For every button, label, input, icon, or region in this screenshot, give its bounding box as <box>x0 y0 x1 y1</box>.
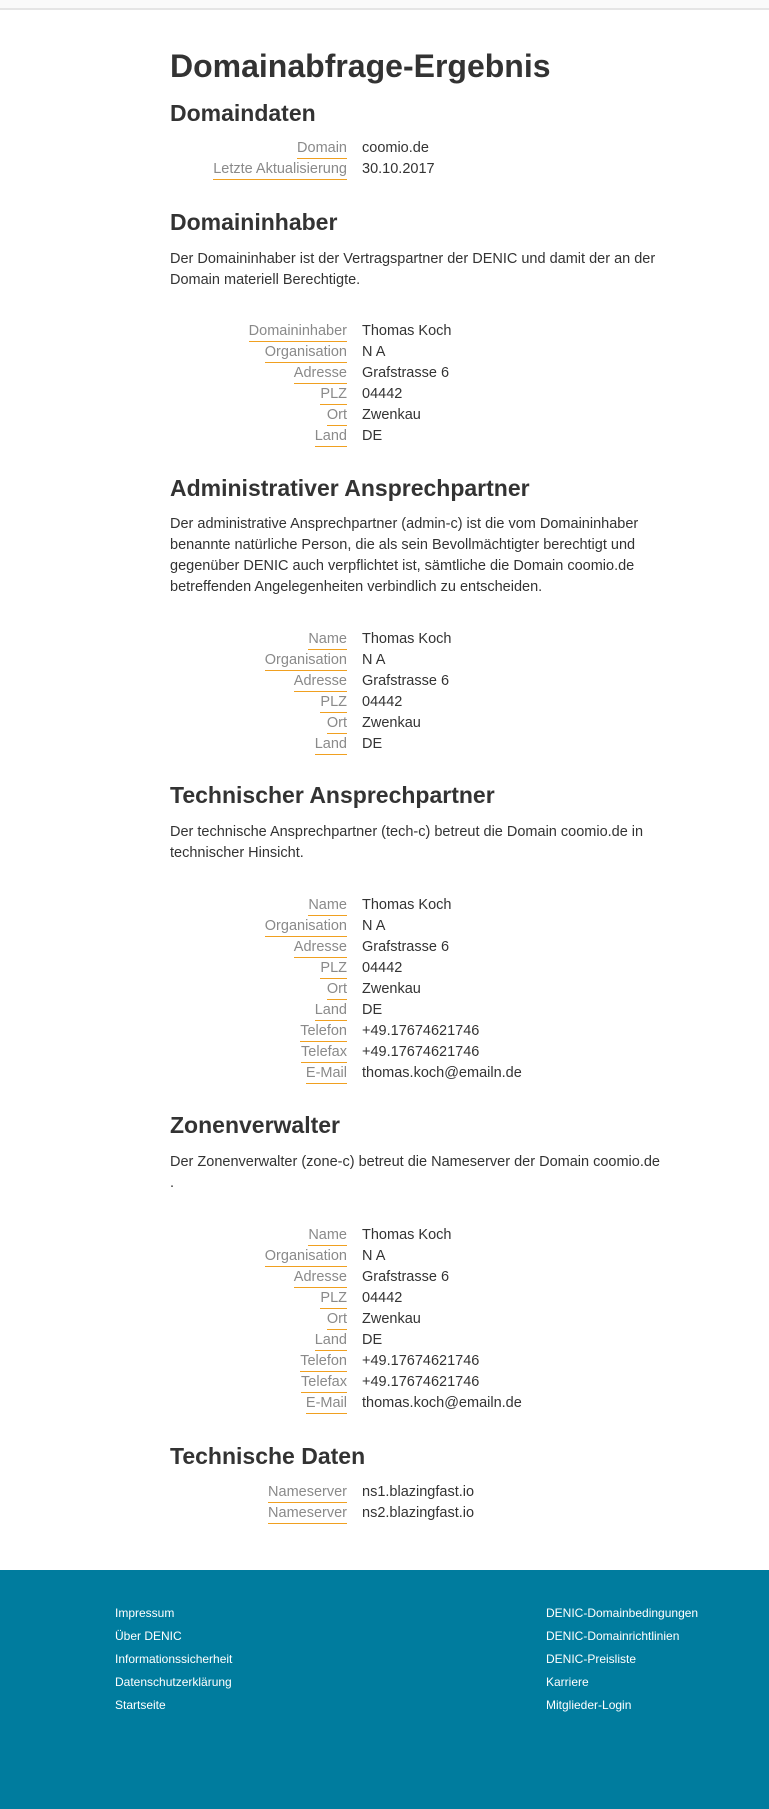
row-value: N A <box>362 1248 386 1264</box>
row-label: Ort <box>327 406 347 426</box>
data-row <box>0 651 769 672</box>
row-value: Zwenkau <box>362 1311 421 1327</box>
row-value: 04442 <box>362 386 403 402</box>
row-label: E-Mail <box>306 1064 347 1084</box>
row-value: Thomas Koch <box>362 1227 452 1243</box>
row-label: Adresse <box>294 1268 347 1288</box>
row-label: Domain <box>297 139 347 159</box>
row-label: Land <box>315 427 347 447</box>
row-value: +49.17674621746 <box>362 1023 480 1039</box>
row-label: Land <box>315 1331 347 1351</box>
row-value: Thomas Koch <box>362 631 452 647</box>
data-row <box>0 630 769 651</box>
row-value: ns1.blazingfast.io <box>362 1484 475 1500</box>
row-label: Land <box>315 735 347 755</box>
footer-link-startseite[interactable]: Startseite <box>115 1698 166 1712</box>
row-value: Grafstrasse 6 <box>362 673 450 689</box>
data-row <box>0 1064 769 1085</box>
data-row <box>0 139 769 160</box>
data-row <box>0 1373 769 1394</box>
footer-link-domainrichtlinien[interactable]: DENIC-Domainrichtlinien <box>546 1629 680 1643</box>
row-value: 04442 <box>362 694 403 710</box>
data-row <box>0 322 769 343</box>
row-label: PLZ <box>320 959 347 979</box>
footer-link-karriere[interactable]: Karriere <box>546 1675 589 1689</box>
page-title: Domainabfrage-Ergebnis <box>170 48 551 84</box>
data-row <box>0 959 769 980</box>
row-value: DE <box>362 428 383 444</box>
data-row <box>0 1001 769 1022</box>
data-row <box>0 980 769 1001</box>
row-value: N A <box>362 344 386 360</box>
footer-link-domainbedingungen[interactable]: DENIC-Domainbedingungen <box>546 1606 699 1620</box>
row-label: Ort <box>327 714 347 734</box>
footer-link-preisliste[interactable]: DENIC-Preisliste <box>546 1652 637 1666</box>
row-value: DE <box>362 736 383 752</box>
data-row <box>0 1289 769 1310</box>
row-label: Letzte Aktualisierung <box>213 160 347 180</box>
footer-link-impressum[interactable]: Impressum <box>115 1606 175 1620</box>
data-row <box>0 917 769 938</box>
row-label: Telefon <box>300 1352 347 1372</box>
row-value: thomas.koch@emailn.de <box>362 1065 522 1081</box>
row-value: ns2.blazingfast.io <box>362 1505 475 1521</box>
data-row <box>0 1043 769 1064</box>
data-row <box>0 693 769 714</box>
row-value: Zwenkau <box>362 715 421 731</box>
data-row <box>0 938 769 959</box>
row-value: Zwenkau <box>362 407 421 423</box>
data-row <box>0 1247 769 1268</box>
data-row <box>0 1394 769 1415</box>
data-row <box>0 427 769 448</box>
section-title-admin-c: Administrativer Ansprechpartner <box>170 475 530 501</box>
section-title-domaininhaber: Domaininhaber <box>170 209 338 235</box>
row-label: Organisation <box>265 1247 347 1267</box>
row-label: Adresse <box>294 672 347 692</box>
row-value: 04442 <box>362 1290 403 1306</box>
data-row <box>0 343 769 364</box>
top-border <box>0 0 769 10</box>
row-value: Thomas Koch <box>362 897 452 913</box>
row-label: Adresse <box>294 364 347 384</box>
row-label: E-Mail <box>306 1394 347 1414</box>
data-row <box>0 1268 769 1289</box>
section-description-domaininhaber: Der Domaininhaber ist der Vertragspartner der DENIC und damit der an der Domain materiell Berechtigte. <box>170 251 656 288</box>
row-value: +49.17674621746 <box>362 1374 480 1390</box>
section-description-tech-c: Der technische Ansprechpartner (tech-c) betreut die Domain coomio.de in technischer Hinsicht. <box>170 824 644 861</box>
section-description-zone-c: Der Zonenverwalter (zone-c) betreut die Nameserver der Domain coomio.de . <box>170 1154 660 1191</box>
data-row <box>0 672 769 693</box>
row-label: Ort <box>327 980 347 1000</box>
row-label: Name <box>308 1226 347 1246</box>
row-value: N A <box>362 918 386 934</box>
row-value: +49.17674621746 <box>362 1044 480 1060</box>
row-value: Grafstrasse 6 <box>362 1269 450 1285</box>
data-row <box>0 1352 769 1373</box>
data-row <box>0 896 769 917</box>
row-value: N A <box>362 652 386 668</box>
row-label: Organisation <box>265 917 347 937</box>
row-value: Thomas Koch <box>362 323 452 339</box>
row-label: PLZ <box>320 693 347 713</box>
row-value: +49.17674621746 <box>362 1353 480 1369</box>
footer-link-mitglieder-login[interactable]: Mitglieder-Login <box>546 1698 632 1712</box>
section-title-domaindaten: Domaindaten <box>170 100 316 126</box>
row-label: Name <box>308 630 347 650</box>
row-value: DE <box>362 1002 383 1018</box>
row-value: coomio.de <box>362 140 429 156</box>
data-row <box>0 1331 769 1352</box>
row-label: Organisation <box>265 651 347 671</box>
row-label: Name <box>308 896 347 916</box>
row-label: Nameserver <box>268 1483 347 1503</box>
row-label: PLZ <box>320 1289 347 1309</box>
row-value: Grafstrasse 6 <box>362 365 450 381</box>
footer-link-informationssicherheit[interactable]: Informationssicherheit <box>115 1652 233 1666</box>
row-value: Zwenkau <box>362 981 421 997</box>
data-row <box>0 1022 769 1043</box>
data-row <box>0 714 769 735</box>
data-row <box>0 1504 769 1525</box>
row-label: Adresse <box>294 938 347 958</box>
row-label: Ort <box>327 1310 347 1330</box>
row-label: Telefax <box>301 1043 347 1063</box>
row-value: 04442 <box>362 960 403 976</box>
row-value: 30.10.2017 <box>362 161 435 177</box>
footer-link-ueber-denic[interactable]: Über DENIC <box>115 1629 182 1643</box>
data-row <box>0 735 769 756</box>
data-row <box>0 1483 769 1504</box>
row-label: Nameserver <box>268 1504 347 1524</box>
data-row <box>0 1226 769 1247</box>
row-label: Telefon <box>300 1022 347 1042</box>
row-label: Land <box>315 1001 347 1021</box>
row-value: Grafstrasse 6 <box>362 939 450 955</box>
row-label: Organisation <box>265 343 347 363</box>
footer <box>0 1570 769 1809</box>
row-label: Telefax <box>301 1373 347 1393</box>
data-row <box>0 1310 769 1331</box>
data-row <box>0 385 769 406</box>
section-title-tech-c: Technischer Ansprechpartner <box>170 782 495 808</box>
row-value: DE <box>362 1332 383 1348</box>
section-description-admin-c: Der administrative Ansprechpartner (admin-c) ist die vom Domaininhaber benannte natürliche Person, die als sein Bevollmächtigter berechtigt und gegenüber DENIC auch verpflichtet ist, sämtliche die Domain coomio.de betreffenden Angelegenheiten verbindlich zu entscheiden. <box>170 516 639 595</box>
row-label: Domaininhaber <box>249 322 347 342</box>
section-title-zone-c: Zonenverwalter <box>170 1112 340 1138</box>
data-row <box>0 406 769 427</box>
data-row <box>0 160 769 181</box>
row-value: thomas.koch@emailn.de <box>362 1395 522 1411</box>
footer-link-datenschutz[interactable]: Datenschutzerklärung <box>115 1675 232 1689</box>
data-row <box>0 364 769 385</box>
row-label: PLZ <box>320 385 347 405</box>
section-title-technische-daten: Technische Daten <box>170 1443 366 1469</box>
